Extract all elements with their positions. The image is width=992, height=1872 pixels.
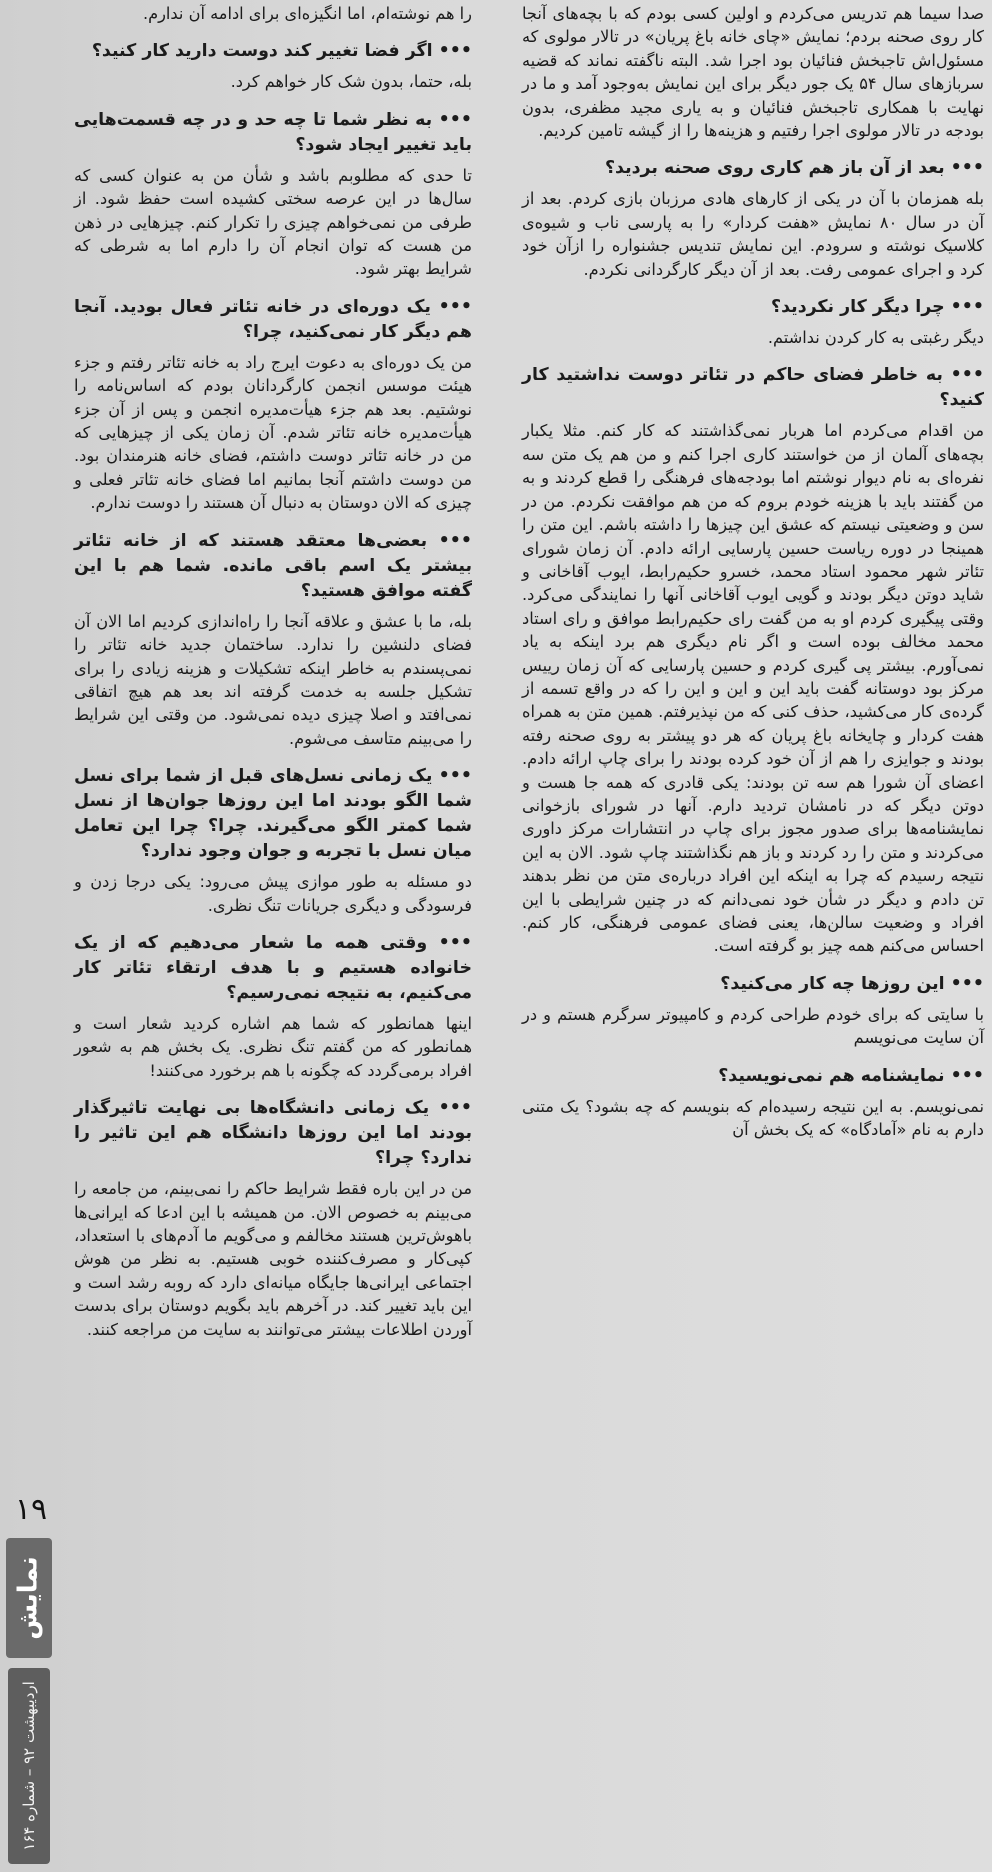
interview-answer: بله همزمان با آن در یکی از کارهای هادی مرزبان بازی کردم. بعد از آن در سال ۸۰ نمایش «هفت کردار» را به پارسی ناب و شیوه‌ی کلاسیک نوشته و سرودم. این نمایش تندیس جشنواره را ازآن خود کرد و اجرای عمومی رفت. بعد از آن دیگر کارگردانی نکردم. — [522, 189, 984, 279]
interview-answer: نمی‌نویسم. به این نتیجه رسیده‌ام که بنویسم که چه بشود؟ یک متنی دارم به نام «آمادگاه» که یک بخش آن — [522, 1096, 984, 1140]
interview-question: ••• یک زمانی دانشگاه‌ها بی نهایت تاثیرگذار بودند اما این روزها دانشگاه هم این تاثیر را ندارد؟ چرا؟ — [74, 1098, 472, 1169]
interview-question: ••• این روزها چه کار می‌کنید؟ — [720, 973, 984, 994]
interview-question: ••• یک دوره‌ای در خانه تئاتر فعال بودید. آنجا هم دیگر کار نمی‌کنید، چرا؟ — [74, 296, 472, 342]
interview-question: ••• چرا دیگر کار نکردید؟ — [771, 297, 984, 318]
interview-question: ••• نمایشنامه هم نمی‌نویسید؟ — [718, 1065, 984, 1086]
interview-answer: من در این باره فقط شرایط حاکم را نمی‌بینم، من جامعه را می‌بینم به خصوص الان. من همیشه با این ادعا که ایرانی‌ها باهوش‌ترین هستند مخالفم و می‌گویم ما آدم‌های با استعداد، کپی‌کار و مصرف‌کننده خوبی هستیم. به نظر من هوش اجتماعی ایرانی‌ها جایگاه میانه‌ای دارد که روبه رشد است و این باید تغییر کند. در آخرهم باید بگویم دوستان برای بدست آوردن اطلاعات بیشتر می‌توانند به سایت من مراجعه کنند. — [74, 1179, 472, 1339]
interview-question: ••• به نظر شما تا چه حد و در چه قسمت‌هایی باید تغییر ایجاد شود؟ — [74, 109, 472, 155]
magazine-logo-text: نمایش — [13, 1556, 44, 1640]
interview-question: ••• به خاطر فضای حاکم در تئاتر دوست نداشتید کار کنید؟ — [522, 365, 984, 411]
issue-label-text: اردیبهشت ۹۲ – شماره ۱۶۴ — [19, 1681, 38, 1851]
interview-answer: بله، حتما، بدون شک کار خواهم کرد. — [230, 72, 472, 92]
right-column — [522, 2, 984, 1147]
interview-answer: صدا سیما هم تدریس می‌کردم و اولین کسی بودم که با بچه‌های آنجا کار روی صحنه بردم؛ نمایش «چای خانه باغ پریان» در تالار مولوی که مسئول‌اش تاجبخش فنائیان بود اجرا شد. البته ناگفته نماند که قضیه سربازهای سال ۵۴ یک جور دیگر برای این نمایش به‌وجود آمد و ما در نهایت با همکاری تاجبخش فنائیان و به یاری مجید مظفری، بدون بودجه در تالار مولوی اجرا رفتیم و هزینه‌ها را از گیشه تامین کردیم. — [522, 4, 984, 141]
page-number: ۱۹ — [14, 1492, 48, 1527]
interview-answer: دو مسئله به طور موازی پیش می‌رود: یکی درجا زدن و فرسودگی و دیگری جریانات تنگ نظری. — [74, 872, 472, 915]
interview-answer: با سایتی که برای خودم طراحی کردم و کامپیوتر سرگرم هستم و در آن سایت می‌نویسم — [522, 1004, 984, 1048]
issue-label — [8, 1668, 50, 1864]
interview-question: ••• اگر فضا تغییر کند دوست دارید کار کنید؟ — [91, 41, 472, 62]
interview-answer: دیگر رغبتی به کار کردن نداشتم. — [767, 328, 984, 348]
interview-answer: اینها همانطور که شما هم اشاره کردید شعار است و همانطور که من گفتم تنگ نظری. یک بخش هم به شعور افراد برمی‌گردد که چگونه با هم برخورد می‌کنند! — [74, 1013, 472, 1080]
interview-answer: من یک دوره‌ای به دعوت ایرج راد به خانه تئاتر رفتم و جزء هیئت موسس انجمن کارگردانان بودم که اساس‌نامه را نوشتیم. بعد هم جزء هیأت‌مدیره انجمن و پس از آن جزء هیأت‌مدیره خانه تئاتر شدم. آن زمان یکی از چیزهایی که من در خانه تئاتر دوست داشتم، فضای خانه هنرمندان بود. من دوست داشتم آنجا بمانیم اما فضای خانه تئاتر فعلی و چیزی که الان دوستان به دنبال آن هستند را دوست ندارم. — [74, 352, 472, 513]
interview-question: ••• بعضی‌ها معتقد هستند که از خانه تئاتر بیشتر یک اسم باقی مانده. شما هم با این گفته موافق هستید؟ — [74, 530, 472, 601]
interview-answer: تا حدی که مطلوبم باشد و شأن من به عنوان کسی که سال‌ها در این عرصه سختی کشیده است حفظ شود. از طرفی من نمی‌خواهم چیزی را تکرار کنم. چیزهایی در ذهن من هست که توان انجام آن را دارم اما به شرطی که شرایط بهتر شود. — [74, 165, 472, 279]
interview-answer: را هم نوشته‌ام، اما انگیزه‌ای برای ادامه آن ندارم. — [142, 4, 472, 23]
interview-answer: من اقدام می‌کردم اما هربار نمی‌گذاشتند که کار کنم. مثلا یکبار بچه‌های آلمان از من خواستند کاری اجرا کنم و من هم یک متن سه نفره‌ای به نام دیوار نوشتم اما بودجه‌های فرهنگی را قطع کردند و به من گفتند باید با هزینه خودم بروم که من هم موافقت نکردم. من در سن و وضعیتی نیستم که عشق این چیزها را داشته باشم. این متن را همینجا در دوره ریاست حسین پارسایی ارائه دادم. آن زمان شورای تئاتر شهر محمود استاد محمد، خسرو حکیم‌رابط، ایوب آقاخانی و شاید دوتن دیگر بودند و گویی ایوب آقاخانی آنها را نمایندگی می‌کرد. وقتی پیگیری کردم او به من گفت رای حکیم‌رابط موافق و رای استاد محمد مخالف بوده است و اگر نام دیگری هم برد اینکه به یاد نمی‌آورم. بیشتر پی گیری کردم و حسین پارسایی که آن زمان رییس مرکز بود دوستانه گفت باید این و این و این را که در واقع تسمه از گرده‌ی کار می‌کشید، حذف کنی که من نپذیرفتم. همین متن به همراه هفت کردار و چایخانه باغ پریان که هر دو پیشتر به روی صحنه رفته بودند و جوایزی را هم از آن خود کرده بودند را برای چاپ ارائه دادم. اعضای آن شورا هم سه تن بودند: یکی قادری که همه جا هست و دوتن دیگر که در نامشان تردید دارم. آنها در شورای بازخوانی نمایشنامه‌ها برای صدور مجوز برای چاپ در انتشارات مرکز داوری می‌کردند و متن را رد کردند و باز هم نگذاشتند چاپ شود. الان به این نتیجه رسیدم که چرا به اینکه این افراد درباره‌ی متن من نظر بدهند تن دادم و دیگر در شأن خود نمی‌دانم که در چنین شرایطی با این افراد و وضعیت سالن‌ها، یعنی فضای عمومی فرهنگی، کار کنم. احساس می‌کنم همه چیز بو گرفته است. — [522, 421, 984, 956]
interview-question: ••• بعد از آن باز هم کاری روی صحنه بردید؟ — [604, 158, 984, 179]
interview-question: ••• وقتی همه ما شعار می‌دهیم که از یک خانواده هستیم و با هدف ارتقاء تئاتر کار می‌کنیم، به نتیجه نمی‌رسیم؟ — [74, 932, 472, 1003]
interview-answer: بله، ما با عشق و علاقه آنجا را راه‌اندازی کردیم اما الان آن فضای دلنشین را ندارد. ساختمان جدید خانه تئاتر را نمی‌پسندم به خاطر اینکه تشکیلات و هزینه زیادی را برای تشکیل جلسه به خدمت گرفته اند بعد هم هیچ اتفاقی نمی‌افتد و اصلا چیزی دیده نمی‌شود. من وقتی این شرایط را می‌بینم متاسف می‌شوم. — [74, 611, 472, 748]
left-column — [74, 2, 472, 1347]
interview-question: ••• یک زمانی نسل‌های قبل از شما برای نسل شما الگو بودند اما این روزها جوان‌ها از نسل شما کمتر الگو می‌گیرند. چرا؟ چرا این تعامل میان نسل با تجربه و جوان وجود ندارد؟ — [74, 766, 472, 862]
magazine-logo — [6, 1538, 52, 1658]
